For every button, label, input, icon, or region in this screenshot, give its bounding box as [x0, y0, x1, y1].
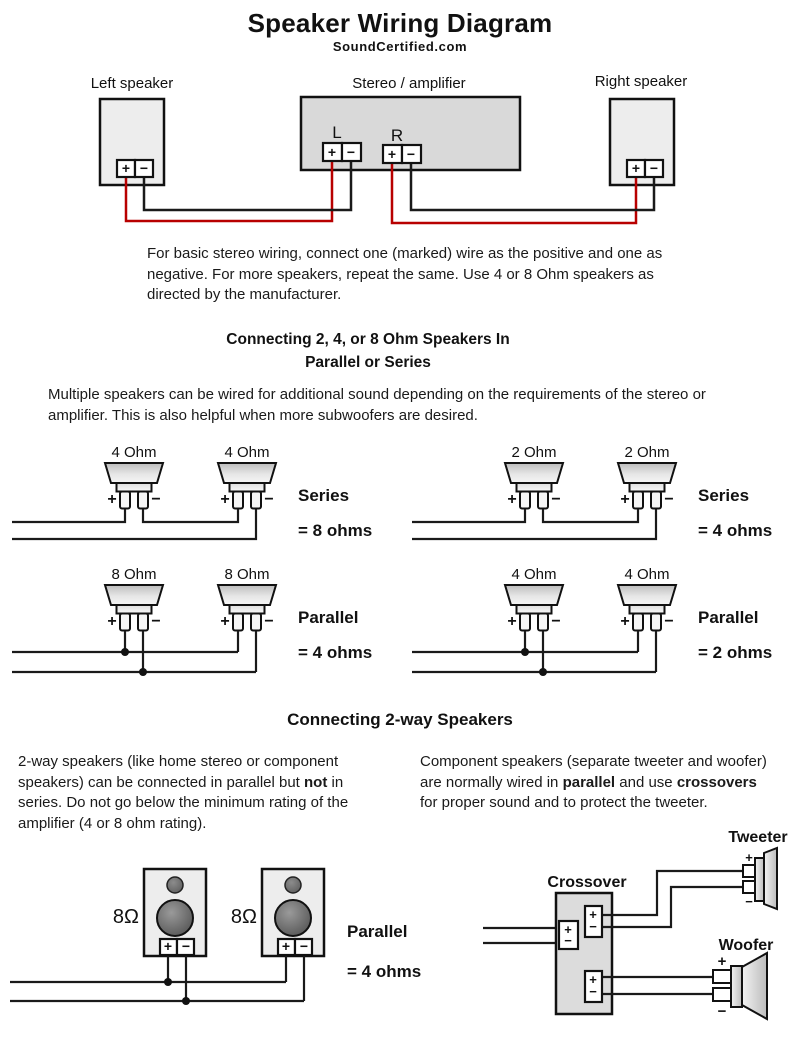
speaker2-impedance-label: 8 Ohm: [224, 566, 270, 583]
resulting-impedance-label: = 4 ohms: [698, 521, 773, 540]
plus-terminal: +: [631, 160, 641, 176]
series-diagram-2ohm: [400, 440, 800, 558]
junction-dot: [121, 648, 129, 656]
parallel-wires: [12, 631, 256, 676]
plus-sign: +: [717, 953, 727, 970]
minus-terminal: −: [564, 933, 572, 948]
woofer-label: Woofer: [718, 937, 774, 954]
left-channel-label: L: [332, 123, 342, 142]
ohm-section-description: Multiple speakers can be wired for additional sound depending on the requirements of the stereo or amplifier. This is also helpful when more subwoofers are desired.: [48, 386, 706, 424]
junction-dot: [164, 978, 172, 986]
junction-dot: [182, 997, 190, 1005]
series-wires: [412, 509, 656, 539]
parallel-diagram-8ohm: [0, 562, 400, 680]
minus-sign: −: [151, 613, 161, 630]
site-name: SoundCertified.com: [332, 39, 468, 54]
crossover-diagram: [450, 825, 800, 1035]
minus-terminal: −: [649, 160, 659, 176]
junction-dot: [539, 668, 547, 676]
basic-wiring-caption: For basic stereo wiring, connect one (marked) wire as the positive and one as negative. For more speakers, repeat the same. Use 4 or 8 Ohm speakers as directed by the manufacturer.: [147, 245, 663, 304]
minus-sign: −: [664, 613, 674, 630]
minus-terminal: −: [139, 160, 149, 176]
plus-terminal: +: [387, 146, 397, 162]
tweeter-label: Tweeter: [728, 829, 788, 846]
plus-sign: +: [507, 491, 517, 508]
crossover-woofer-terminal: [585, 971, 602, 1002]
text-run: for proper sound and to protect the tweeter.: [420, 794, 708, 812]
plus-terminal: +: [589, 907, 597, 922]
ohm-heading-line2: Parallel or Series: [305, 354, 431, 372]
crossover-tweeter-terminal: [585, 906, 602, 937]
speaker1-impedance-label: 4 Ohm: [111, 444, 157, 461]
page-title: Speaker Wiring Diagram: [247, 8, 553, 38]
minus-terminal: −: [299, 938, 309, 954]
plus-terminal: +: [564, 922, 572, 937]
bookshelf-speaker-icon: [262, 869, 324, 956]
amplifier-label: Stereo / amplifier: [352, 75, 466, 92]
minus-sign: −: [551, 491, 561, 508]
text-run: in series. Do not go below the minimum rating of the amplifier (4 or 8 ohm rating).: [18, 773, 349, 833]
minus-sign: −: [151, 491, 161, 508]
plus-terminal: +: [327, 144, 337, 160]
plus-sign: +: [507, 613, 517, 630]
left-speaker-terminals: [117, 160, 153, 177]
tweeter-icon: [728, 829, 787, 909]
plus-sign: +: [220, 613, 230, 630]
minus-sign: −: [664, 491, 674, 508]
right-speaker-terminals: [627, 160, 663, 177]
plus-terminal: +: [121, 160, 131, 176]
resulting-impedance-label: = 8 ohms: [298, 521, 373, 540]
positive-wire: [392, 163, 636, 223]
bold-text-run: parallel: [562, 773, 616, 791]
plus-terminal: +: [589, 972, 597, 987]
right-speaker-label: Right speaker: [594, 73, 688, 90]
plus-sign: +: [107, 491, 117, 508]
minus-sign: −: [745, 894, 753, 909]
two-way-right-paragraph: [420, 752, 768, 814]
basic-stereo-wiring-diagram: [0, 60, 800, 242]
tweeter-negative-wire: [602, 887, 743, 927]
bookshelf-parallel-diagram: [0, 855, 440, 1025]
minus-sign: −: [264, 613, 274, 630]
speaker1-impedance-label: 8Ω: [112, 906, 139, 928]
plus-sign: +: [107, 613, 117, 630]
text-run: 2-way speakers (like home stereo or component speakers) can be connected in parallel but: [18, 753, 339, 791]
wiring-mode-label: Parallel: [698, 608, 759, 627]
bold-text-run: not: [304, 773, 328, 791]
ohm-section-heading: [138, 328, 598, 375]
left-speaker-label: Left speaker: [90, 75, 174, 92]
minus-sign: −: [717, 1003, 727, 1020]
minus-terminal: −: [589, 984, 597, 999]
ohm-heading-line1: Connecting 2, 4, or 8 Ohm Speakers In: [226, 331, 510, 348]
two-way-section-heading: Connecting 2-way Speakers: [287, 710, 513, 729]
speaker1-impedance-label: 2 Ohm: [511, 444, 557, 461]
bold-text-run: crossovers: [676, 773, 757, 791]
speaker1-impedance-label: 4 Ohm: [511, 566, 557, 583]
minus-sign: −: [551, 613, 561, 630]
resulting-impedance-label: = 4 ohms: [298, 643, 373, 662]
minus-sign: −: [264, 491, 274, 508]
wiring-mode-label: Series: [298, 486, 350, 505]
speaker2-impedance-label: 4 Ohm: [224, 444, 270, 461]
plus-sign: +: [220, 491, 230, 508]
speaker1-impedance-label: 8 Ohm: [111, 566, 157, 583]
parallel-wires: [10, 956, 304, 1005]
plus-sign: +: [620, 491, 630, 508]
bookshelf-speaker-icon: [144, 869, 206, 956]
speaker2-impedance-label: 4 Ohm: [624, 566, 670, 583]
junction-dot: [139, 668, 147, 676]
speaker2-impedance-label: 8Ω: [230, 906, 257, 928]
text-run: and use: [615, 773, 677, 791]
series-wires: [12, 509, 256, 539]
plus-sign: +: [620, 613, 630, 630]
parallel-wires: [412, 631, 656, 676]
resulting-impedance-label: = 4 ohms: [347, 962, 422, 981]
speaker2-impedance-label: 2 Ohm: [624, 444, 670, 461]
crossover-input-terminal: [559, 921, 578, 949]
minus-terminal: −: [181, 938, 191, 954]
wiring-mode-label: Parallel: [347, 922, 408, 941]
junction-dot: [521, 648, 529, 656]
wiring-mode-label: Parallel: [298, 608, 359, 627]
resulting-impedance-label: = 2 ohms: [698, 643, 773, 662]
series-diagram-4ohm: [0, 440, 400, 558]
woofer-icon: [713, 937, 773, 1020]
parallel-diagram-4ohm: [400, 562, 800, 680]
right-channel-label: R: [390, 126, 404, 145]
wiring-mode-label: Series: [698, 486, 750, 505]
minus-terminal: −: [406, 146, 416, 162]
text-run: Component speakers (separate tweeter and woofer) are normally wired in: [420, 753, 767, 791]
minus-terminal: −: [346, 144, 356, 160]
minus-terminal: −: [589, 919, 597, 934]
plus-sign: +: [745, 850, 753, 865]
two-way-left-paragraph: [18, 752, 350, 835]
crossover-label: Crossover: [547, 874, 627, 891]
plus-terminal: +: [281, 938, 291, 954]
plus-terminal: +: [163, 938, 173, 954]
